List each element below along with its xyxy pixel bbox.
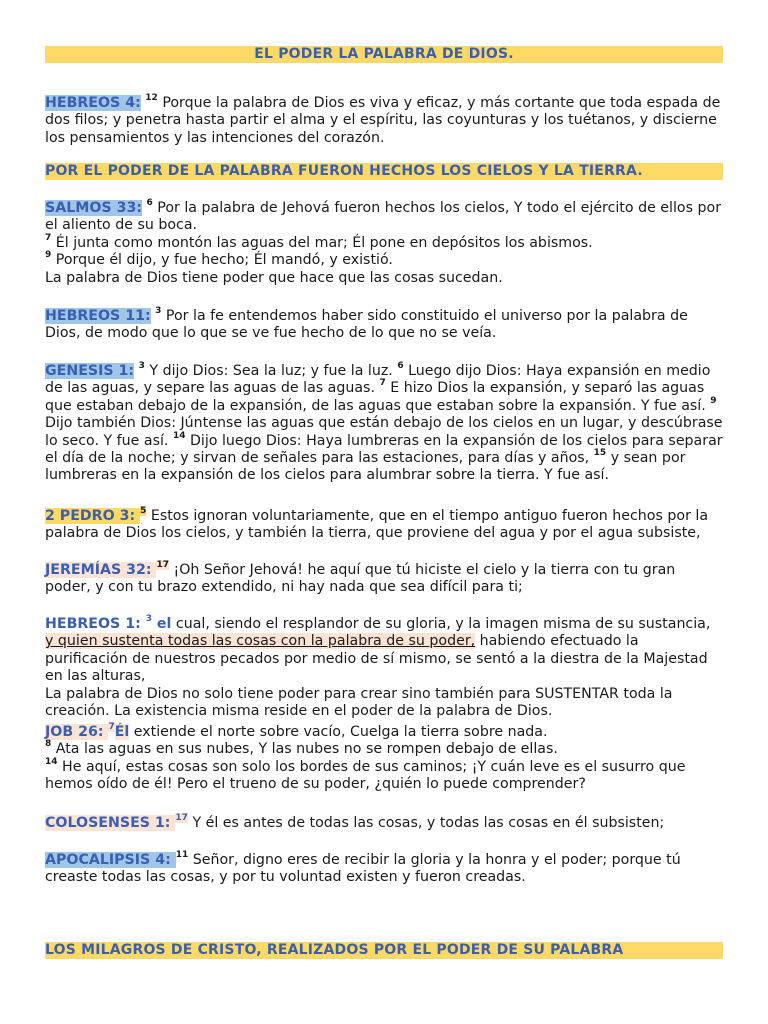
verse-number: 8 xyxy=(45,739,52,750)
verse-number: 9 xyxy=(710,395,717,406)
passage-apocalipsis-4 xyxy=(45,852,723,887)
reference-label: HEBREOS 1: xyxy=(45,616,146,632)
verse-text: ¡Oh Señor Jehová! he aquí que tú hiciste el cielo y la tierra con tu gran poder, y con tu brazo extendido, ni hay nada que sea difícil para ti; xyxy=(45,562,676,596)
verse-text: y sean por lumbreras en la expansión de los cielos para alumbrar sobre la tierra. Y fue así. xyxy=(45,450,686,484)
passage-hebreos-1 xyxy=(45,616,723,720)
verse-text: Y dijo Dios: Sea la luz; y fue la luz. xyxy=(144,363,398,379)
page-title: EL PODER LA PALABRA DE DIOS. xyxy=(45,46,723,63)
verse-text: Porque él dijo, y fue hecho; Él mandó, y existió. xyxy=(51,252,393,269)
verse-number: 14 xyxy=(45,756,58,767)
passage-colosenses-1 xyxy=(45,815,723,832)
verse-number: 17 xyxy=(175,813,188,823)
verse-text: He aquí, estas cosas son solo los bordes de sus caminos; ¡Y cuán leve es el susurro que hemos oído de él! Pero el trueno de su poder, ¿quién lo puede comprender? xyxy=(45,758,686,793)
passage-genesis-1 xyxy=(45,363,723,485)
passage-hebreos-4 xyxy=(45,95,723,147)
verse-number: 6 xyxy=(146,198,153,208)
verse-text: extiende el norte sobre vacío, Cuelga la tierra sobre nada. xyxy=(129,724,548,740)
verse-number: 7 xyxy=(45,232,52,243)
passage-job-26 xyxy=(45,724,723,794)
reference-label: COLOSENSES 1: xyxy=(45,815,176,831)
verse-text: habiendo efectuado la purificación de nuestros pecados por medio de sí mismo, se sentó a la diestra de la Majestad en las alturas, xyxy=(45,633,708,685)
verse-number: 9 xyxy=(45,250,52,261)
passage-jeremias-32 xyxy=(45,562,723,597)
verse-number: 3 xyxy=(155,306,162,316)
verse-text: Luego dijo Dios: Haya expansión en medio de las aguas, y separe las aguas de las aguas. xyxy=(45,363,711,397)
verse-text: cual, siendo el resplandor de su gloria, y la imagen misma de su sustancia, xyxy=(171,616,711,632)
verse-text: Porque la palabra de Dios es viva y eficaz, y más cortante que toda espada de dos filos; y penetra hasta partir el alma y el espíritu, las coyunturas y los tuétanos, y discierne los pensamientos y las intenciones del corazón. xyxy=(45,95,721,146)
reference-label: JEREMÍAS 32: xyxy=(45,562,157,578)
verse-number: 7 xyxy=(108,722,115,732)
reference-label: SALMOS 33: xyxy=(45,200,142,216)
verse-text: E hizo Dios la expansión, y separó las aguas que estaban debajo de la expansión, de las aguas que estaban sobre la expansión. Y fue así. xyxy=(45,380,711,414)
reference-label: HEBREOS 11: xyxy=(45,308,151,324)
verse-number: 5 xyxy=(140,506,147,516)
verse-text: Dijo luego Dios: Haya lumbreras en la expansión de los cielos para separar el día de la noche; y sirvan de señales para las estaciones, para días y años, xyxy=(45,432,723,467)
verse-text: Él junta como montón las aguas del mar; Él pone en depósitos los abismos. xyxy=(51,234,593,251)
verse-text: Estos ignoran voluntariamente, que en el tiempo antiguo fueron hechos por la palabra de Dios los cielos, y también la tierra, que proviene del agua y por el agua subsiste, xyxy=(45,508,709,542)
reference-label: GENESIS 1: xyxy=(45,363,135,379)
verse-number: 15 xyxy=(593,448,607,459)
emphasized-word: el xyxy=(151,616,172,632)
commentary-text: La palabra de Dios tiene poder que hace que las cosas sucedan. xyxy=(45,269,503,286)
commentary-text: La palabra de Dios no solo tiene poder para crear sino también para SUSTENTAR toda la creación. La existencia misma reside en el poder de la palabra de Dios. xyxy=(45,685,673,720)
verse-text: Y él es antes de todas las cosas, y todas las cosas en él subsisten; xyxy=(187,815,665,831)
reference-label: APOCALIPSIS 4: xyxy=(45,852,176,868)
passage-2-pedro-3 xyxy=(45,508,723,543)
verse-number: 17 xyxy=(156,560,170,570)
verse-text: Dijo también Dios: Júntense las aguas que están debajo de los cielos en un lugar, y descúbrase lo seco. Y fue así. xyxy=(45,415,723,449)
verse-number: 6 xyxy=(397,361,404,371)
reference-label: 2 PEDRO 3: xyxy=(45,508,141,524)
section-heading-creation: POR EL PODER DE LA PALABRA FUERON HECHOS LOS CIELOS Y LA TIERRA. xyxy=(45,163,723,180)
verse-text: Por la fe entendemos haber sido constituido el universo por la palabra de Dios, de modo que lo que se ve fue hecho de lo que no se veía. xyxy=(45,308,688,342)
reference-label: HEBREOS 4: xyxy=(45,95,141,111)
verse-number: 7 xyxy=(379,378,386,389)
passage-hebreos-11 xyxy=(45,308,723,343)
emphasized-word: Él xyxy=(114,724,130,740)
verse-number: 3 xyxy=(145,614,152,624)
verse-text: Señor, digno eres de recibir la gloria y la honra y el poder; porque tú creaste todas las cosas, y por tu voluntad existen y fueron creadas. xyxy=(45,852,681,886)
verse-number: 14 xyxy=(172,430,186,441)
section-heading-miracles: LOS MILAGROS DE CRISTO, REALIZADOS POR EL PODER DE SU PALABRA xyxy=(45,942,723,959)
verse-number: 3 xyxy=(138,361,145,371)
passage-salmos-33 xyxy=(45,200,723,287)
underlined-phrase: y quien sustenta todas las cosas con la palabra de su poder, xyxy=(45,633,476,650)
verse-number: 12 xyxy=(145,93,158,103)
verse-number: 11 xyxy=(175,850,189,860)
verse-text: Por la palabra de Jehová fueron hechos los cielos, Y todo el ejército de ellos por el aliento de su boca. xyxy=(45,200,722,234)
verse-text: Ata las aguas en sus nubes, Y las nubes no se rompen debajo de ellas. xyxy=(51,741,558,758)
reference-label: JOB 26: xyxy=(45,724,109,740)
